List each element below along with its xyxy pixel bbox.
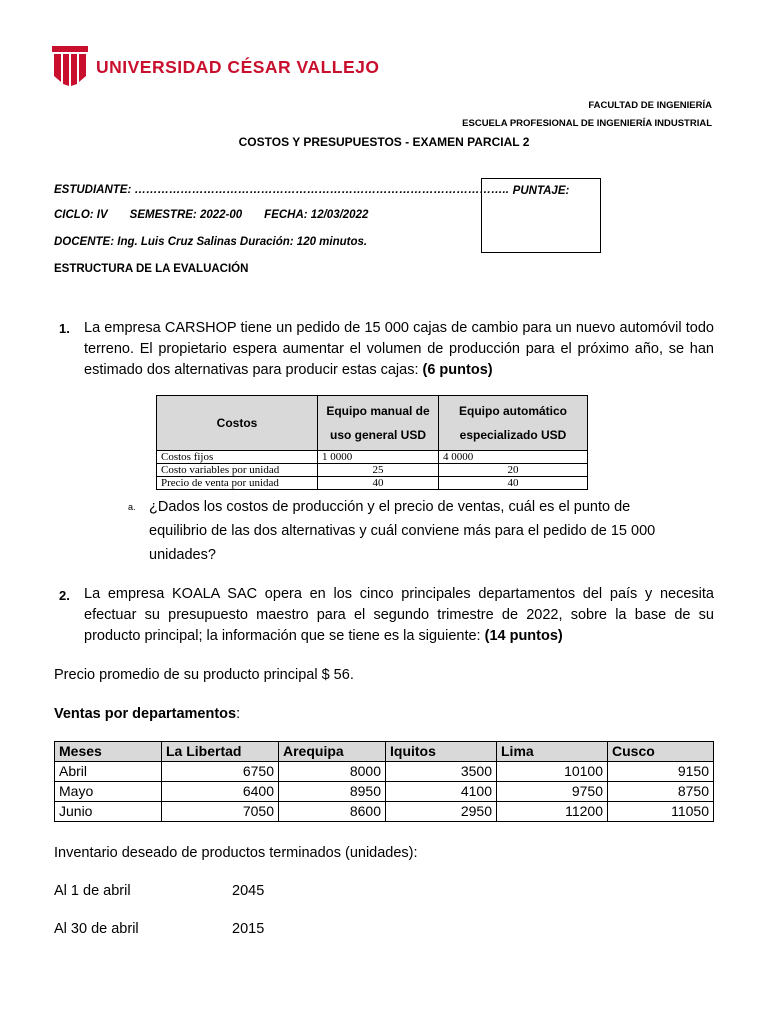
costs-table [156, 395, 588, 490]
auto-header [439, 396, 588, 451]
col-header: Lima [497, 742, 608, 762]
manual-value: 1 0000 [318, 451, 439, 464]
sales-header-row [55, 742, 714, 762]
teacher-line: DOCENTE: Ing. Luis Cruz Salinas Duración: 120 minutos. [54, 236, 368, 248]
inventory-april-1-value: 2045 [232, 883, 265, 899]
table-row [157, 464, 588, 477]
student-line: ESTUDIANTE: …………………………………………………………………………………….. [54, 184, 509, 196]
score-label: PUNTAJE: [512, 185, 570, 197]
value-cell: 9750 [497, 782, 608, 802]
question-1-body: La empresa CARSHOP tiene un pedido de 15 000 cajas de cambio para un nuevo automóvil todo terreno. El propietario espera aumentar el volumen de producción para el próximo año, se han estimado dos alternativas para producir estas cajas: [84, 320, 714, 378]
table-row [55, 802, 714, 822]
inventory-april-1-label: Al 1 de abril [54, 883, 131, 899]
inventory-heading: Inventario deseado de productos terminados (unidades): [54, 845, 418, 861]
table-row [55, 782, 714, 802]
question-1-number: 1. [59, 321, 70, 336]
semester: SEMESTRE: 2022-00 [129, 209, 243, 221]
manual-value: 25 [318, 464, 439, 477]
value-cell: 9150 [608, 762, 714, 782]
question-2-number: 2. [59, 588, 70, 603]
cycle: CICLO: IV [54, 209, 108, 221]
value-cell: 2950 [386, 802, 497, 822]
col-header: Meses [55, 742, 162, 762]
value-cell: 8950 [279, 782, 386, 802]
cycle-line [54, 209, 390, 221]
value-cell: 3500 [386, 762, 497, 782]
manual-value: 40 [318, 477, 439, 490]
question-1-text [84, 318, 714, 381]
col-header: Cusco [608, 742, 714, 762]
costs-header: Costos [157, 396, 318, 451]
value-cell: 7050 [162, 802, 279, 822]
question-2-body: La empresa KOALA SAC opera en los cinco principales departamentos del país y necesita efectuar su presupuesto maestro para el segundo trimestre de 2022, sobre la base de su producto principal; la información que se tiene es la siguiente: [84, 586, 714, 644]
school-name: ESCUELA PROFESIONAL DE INGENIERÍA INDUSTRIAL [462, 118, 712, 129]
auto-value: 40 [439, 477, 588, 490]
auto-value: 20 [439, 464, 588, 477]
sales-table [54, 741, 714, 822]
exam-date: FECHA: 12/03/2022 [264, 209, 369, 221]
row-label: Costos fijos [157, 451, 318, 464]
manual-header-line2: uso general USD [329, 428, 427, 442]
row-label: Costo variables por unidad [157, 464, 318, 477]
col-header: La Libertad [162, 742, 279, 762]
sales-heading-colon: : [236, 706, 241, 722]
value-cell: 11200 [497, 802, 608, 822]
subquestion-text: ¿Dados los costos de producción y el precio de ventas, cuál es el punto de equilibrio de las dos alternativas y cuál conviene más para el pedido de 15 000 unidades? [149, 499, 656, 563]
inventory-april-30-value: 2015 [232, 921, 265, 937]
inventory-april-30-label: Al 30 de abril [54, 921, 139, 937]
sales-heading [54, 706, 240, 722]
month-cell: Junio [55, 802, 162, 822]
score-box [481, 178, 601, 253]
row-label: Precio de venta por unidad [157, 477, 318, 490]
average-price: Precio promedio de su producto principal $ 56. [54, 667, 354, 683]
university-name: UNIVERSIDAD CÉSAR VALLEJO [96, 57, 380, 77]
structure-heading: ESTRUCTURA DE LA EVALUACIÓN [54, 263, 249, 275]
value-cell: 8600 [279, 802, 386, 822]
table-row [55, 762, 714, 782]
value-cell: 10100 [497, 762, 608, 782]
value-cell: 6400 [162, 782, 279, 802]
value-cell: 8000 [279, 762, 386, 782]
value-cell: 4100 [386, 782, 497, 802]
question-2-text [84, 584, 714, 647]
month-cell: Abril [55, 762, 162, 782]
question-1-points: (6 puntos) [422, 362, 493, 378]
auto-header-line1: Equipo automático [459, 404, 567, 418]
table-row [157, 477, 588, 490]
value-cell: 6750 [162, 762, 279, 782]
faculty-name: FACULTAD DE INGENIERÍA [588, 100, 712, 111]
value-cell: 8750 [608, 782, 714, 802]
university-logo-icon [52, 46, 88, 86]
manual-header-line1: Equipo manual de [326, 404, 430, 418]
table-row [157, 451, 588, 464]
exam-title: COSTOS Y PRESUPUESTOS - EXAMEN PARCIAL 2 [238, 135, 530, 149]
col-header: Arequipa [279, 742, 386, 762]
value-cell: 11050 [608, 802, 714, 822]
auto-value: 4 0000 [439, 451, 588, 464]
question-2-points: (14 puntos) [484, 628, 563, 644]
sales-heading-text: Ventas por departamentos [54, 706, 237, 722]
month-cell: Mayo [55, 782, 162, 802]
col-header: Iquitos [386, 742, 497, 762]
auto-header-line2: especializado USD [459, 428, 567, 442]
manual-header [318, 396, 439, 451]
subquestion-letter: a. [128, 502, 136, 512]
